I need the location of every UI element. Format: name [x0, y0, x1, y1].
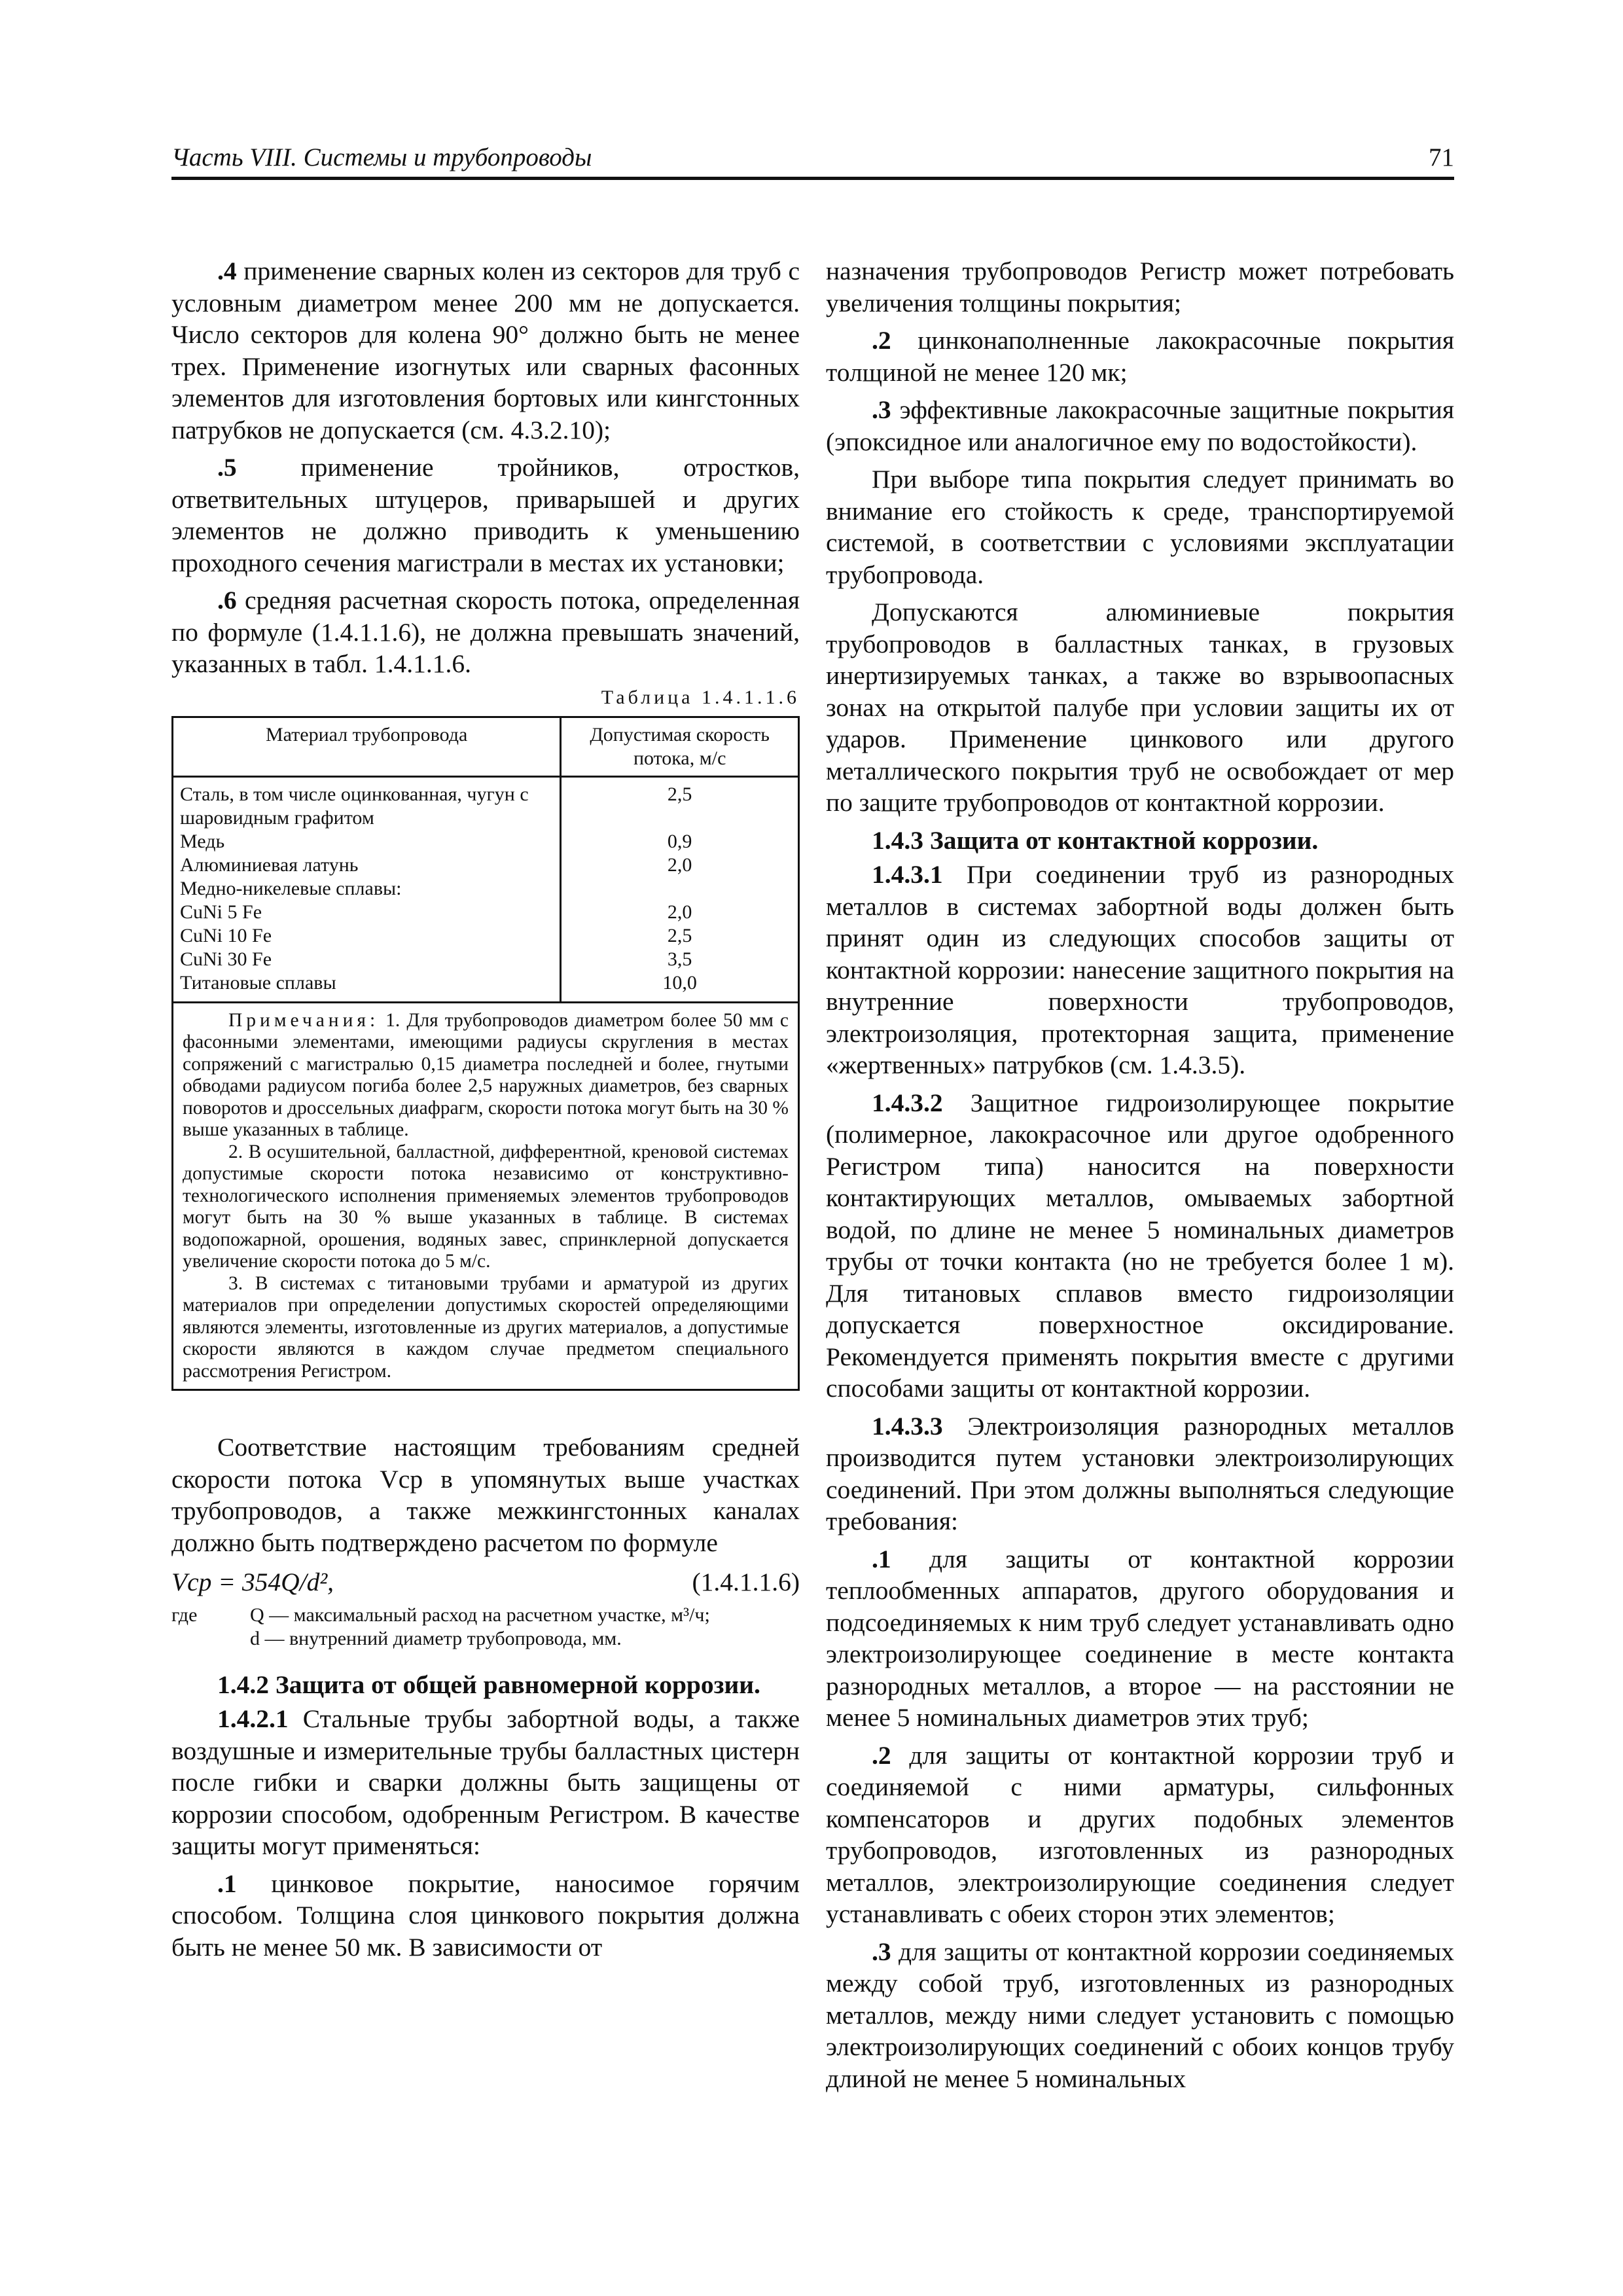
paragraph	[171, 584, 800, 680]
legend-item: d — внутренний диаметр трубопровода, мм.	[250, 1627, 622, 1649]
column-header: Материал трубопровода	[173, 717, 561, 776]
speed-cell	[561, 877, 799, 901]
paragraph: Соответствие настоящим требованиям средней скорости потока Vср в упомянутых выше участках трубопроводов, а также межкингстонных каналах должно быть подтверждено расчетом по формуле	[171, 1433, 800, 1557]
formula-legend	[171, 1604, 800, 1651]
item-number: .6	[217, 586, 237, 615]
item-number: .4	[217, 257, 237, 285]
item-number: 1.4.2.1	[217, 1704, 289, 1733]
item-number: 1.4.3.2	[872, 1088, 943, 1117]
running-title: Часть VIII. Системы и трубопроводы	[171, 143, 592, 171]
material-cell: Медно-никелевые сплавы:	[173, 877, 561, 901]
table-row	[173, 830, 799, 853]
note-text: 1. Для трубопроводов диаметром более 50 мм с фасонными элементами, имеющими радиусы скругления в местах сопряжений с магистралью 0,15 диаметра последней и более, гнутыми обводами радиусом погиба более 2,5 наружных диаметров, без сварных поворотов и дроссельных диафрагм, скорости потока могут быть на 30 % выше указанных в таблице.	[183, 1009, 789, 1140]
legend-item: Q — максимальный расход на расчетном участке, м³/ч;	[250, 1604, 710, 1626]
table-row	[173, 877, 799, 901]
table-row	[173, 776, 799, 830]
table-row	[173, 853, 799, 877]
item-number: .3	[872, 395, 891, 424]
material-cell: CuNi 10 Fe	[173, 924, 561, 948]
paragraph	[171, 1868, 800, 1964]
table-caption: Таблица 1.4.1.1.6	[601, 686, 800, 708]
paragraph	[826, 325, 1454, 388]
speed-cell: 3,5	[667, 948, 692, 970]
paragraph-text: применение тройников, отростков, ответвительных штуцеров, приварышей и других элементов не должно приводить к уменьшению проходного сечения магистрали в местах их установки;	[171, 453, 800, 577]
table-notes	[173, 1002, 799, 1390]
material-cell: Медь	[173, 830, 561, 853]
speed-cell: 2,0	[667, 853, 692, 876]
item-number: .2	[872, 1740, 891, 1770]
paragraph: Допускаются алюминиевые покрытия трубопроводов в балластных танках, в грузовых инертизируемых танках, а также во взрывоопасных зонах на открытой палубе при условии защиты их от ударов. Применение цинкового или другого металлического покрытия труб не освобождает от мер по защите трубопроводов от контактной коррозии.	[826, 598, 1454, 817]
paragraph	[826, 1543, 1454, 1734]
table-row	[173, 971, 799, 1003]
formula	[171, 1566, 800, 1598]
item-number: .3	[872, 1937, 891, 1966]
speed-cell: 10,0	[662, 971, 697, 994]
page-number: 71	[1429, 143, 1454, 171]
paragraph	[171, 1703, 800, 1862]
speed-cell: 0,9	[667, 830, 692, 852]
paragraph	[826, 1740, 1454, 1930]
item-number: .2	[872, 326, 891, 355]
speed-cell: 2,5	[667, 924, 692, 946]
material-cell: Титановые сплавы	[173, 971, 561, 1003]
table-row	[173, 924, 799, 948]
paragraph-text: для защиты от контактной коррозии труб и соединяемой с ними арматуры, сильфонных компенсаторов и других подобных элементов трубопроводов, изготовленных из разнородных металлов, электроизолирующие соединения следует устанавливать с обеих сторон этих элементов;	[826, 1740, 1454, 1928]
paragraph	[826, 394, 1454, 457]
column-header: Допустимая скорость потока, м/с	[561, 717, 799, 776]
paragraph-text: Стальные трубы забортной воды, а также воздушные и измерительные трубы балластных цистерн после гибки и сварки должны быть защищены от коррозии способом, одобренным Регистром. В качестве защиты могут применяться:	[171, 1704, 800, 1860]
paragraph	[171, 452, 800, 579]
note: 3. В системах с титановыми трубами и арматурой из других материалов при определении допустимых скоростей определяющими являются элементы, изготовленные из других материалов, а допустимые скорости являются в каждом случае предметом специального рассмотрения Регистром.	[183, 1272, 789, 1382]
table-row	[173, 948, 799, 971]
paragraph-text: цинковое покрытие, наносимое горячим способом. Толщина слоя цинкового покрытия должна быть не менее 50 мк. В зависимости от	[171, 1869, 800, 1962]
material-cell: CuNi 30 Fe	[173, 948, 561, 971]
paragraph-text: Электроизоляция разнородных металлов производится путем установки электроизолирующих соединений. При этом должны выполняться следующие требования:	[826, 1411, 1454, 1535]
item-number: .1	[217, 1869, 237, 1898]
formula-number: (1.4.1.1.6)	[692, 1568, 800, 1596]
paragraph-text: При соединении труб из разнородных металлов в системах забортной воды должен быть принят один из следующих способов защиты от контактной коррозии: нанесение защитного покрытия на внутренние поверхности трубопроводов, электроизоляция, протекторная защита, применение «жертвенных» патрубков (см. 1.4.3.5).	[826, 860, 1454, 1079]
velocity-table	[171, 716, 800, 1391]
item-number: .5	[217, 453, 237, 482]
table-row	[173, 901, 799, 924]
paragraph-text: для защиты от контактной коррозии теплообменных аппаратов, другого оборудования и подсоединяемых к ним труб следует устанавливать одно электроизолирующее соединение в месте контакта разнородных металлов, а второе — на расстоянии не менее 5 номинальных диаметров этих труб;	[826, 1544, 1454, 1732]
paragraph	[826, 1936, 1454, 2095]
paragraph-text: применение сварных колен из секторов для труб с условным диаметром менее 200 мм не допускается. Число секторов для колена 90° должно быть не менее трех. Применение изогнутых или сварных фасонных элементов для изготовления бортовых или кингстонных патрубков не допускается (см. 4.3.2.10);	[171, 257, 800, 444]
paragraph: При выборе типа покрытия следует принимать во внимание его стойкость к среде, транспортируемой системой, в соответствии с условиями эксплуатации трубопровода.	[826, 465, 1454, 589]
material-cell: Алюминиевая латунь	[173, 853, 561, 877]
material-cell: CuNi 5 Fe	[173, 901, 561, 924]
paragraph	[826, 1410, 1454, 1537]
item-number: 1.4.3.1	[872, 860, 943, 889]
speed-cell: 2,5	[667, 783, 692, 805]
paragraph-text: средняя расчетная скорость потока, определенная по формуле (1.4.1.1.6), не должна превышать значений, указанных в табл. 1.4.1.1.6.	[171, 586, 800, 678]
section-heading: 1.4.3 Защита от контактной коррозии.	[872, 825, 1319, 855]
section-heading: 1.4.2 Защита от общей равномерной коррозии.	[217, 1670, 760, 1699]
paragraph: назначения трубопроводов Регистр может потребовать увеличения толщины покрытия;	[826, 257, 1454, 317]
item-number: 1.4.3.3	[872, 1411, 943, 1441]
where-label: где	[171, 1604, 198, 1626]
paragraph-text: для защиты от контактной коррозии соединяемых между собой труб, изготовленных из разнородных металлов, между ними следует установить с помощью электроизолирующих соединений с обоих концов трубу длиной не менее 5 номинальных	[826, 1937, 1454, 2093]
paragraph-text: Защитное гидроизолирующее покрытие (полимерное, лакокрасочное или другое одобренного Регистром типа) наносится на поверхности контактирующих металлов, омываемых забортной водой, по длине не менее 5 номинальных диаметров трубы от точки контакта (но не требуется более 1 м). Для титановых сплавов вместо гидроизоляции допускается поверхностное оксидирование. Рекомендуется применять покрытия вместе с другими способами защиты от контактной коррозии.	[826, 1088, 1454, 1403]
material-cell: Сталь, в том числе оцинкованная, чугун с шаровидным графитом	[173, 776, 561, 830]
paragraph	[826, 1087, 1454, 1405]
right-column	[826, 255, 1454, 2100]
paragraph	[826, 859, 1454, 1081]
note: 2. В осушительной, балластной, дифферентной, креновой системах допустимые скорости потока независимо от конструктивно-технологического исполнения применяемых элементов трубопроводов могут быть на 30 % выше указанных в таблице. В системах водопожарной, орошения, водяных завес, спринклерной допускается увеличение скорости потока до 5 м/с.	[183, 1141, 789, 1272]
paragraph-text: эффективные лакокрасочные защитные покрытия (эпоксидное или аналогичное ему по водостойкости).	[826, 395, 1454, 456]
notes-label: Примечания:	[228, 1009, 380, 1031]
header-rule	[171, 177, 1454, 180]
formula-expression: Vср = 354Q/d²,	[171, 1568, 334, 1596]
item-number: .1	[872, 1544, 891, 1573]
paragraph	[171, 255, 800, 446]
note	[183, 1010, 789, 1141]
paragraph-text: цинконаполненные лакокрасочные покрытия толщиной не менее 120 мк;	[826, 326, 1454, 387]
speed-cell: 2,0	[667, 901, 692, 923]
page-header	[171, 143, 1454, 181]
left-column	[171, 255, 800, 1969]
